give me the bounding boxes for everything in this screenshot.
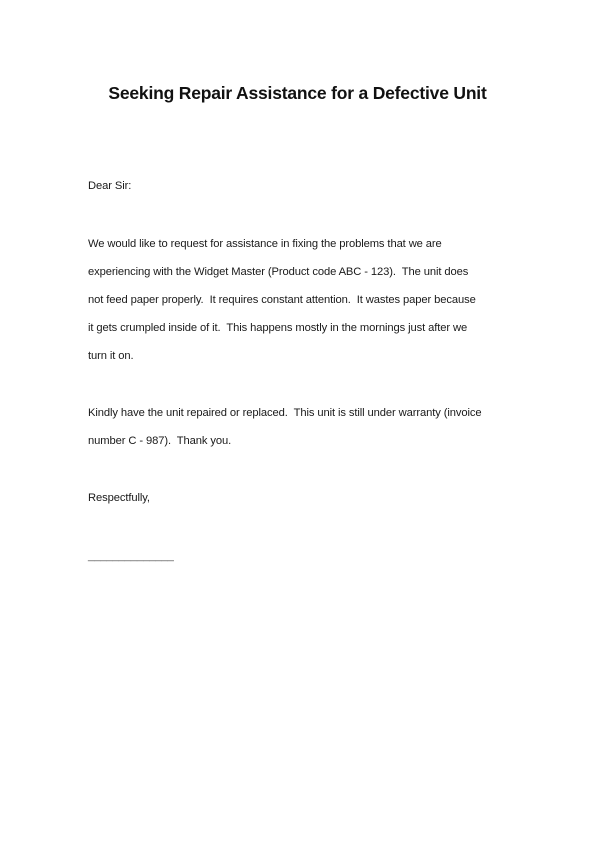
salutation: Dear Sir: bbox=[88, 180, 132, 192]
letter-title: Seeking Repair Assistance for a Defective Unit bbox=[108, 83, 487, 103]
paragraph1-line-2: experiencing with the Widget Master (Product code ABC - 123). The unit does bbox=[88, 266, 469, 278]
paragraph2-line-1: Kindly have the unit repaired or replaced. This unit is still under warranty (invoice bbox=[88, 407, 482, 419]
paragraph1-line-5: turn it on. bbox=[88, 350, 134, 362]
paragraph1-line-1: We would like to request for assistance in fixing the problems that we are bbox=[88, 238, 442, 250]
paragraph1-line-4: it gets crumpled inside of it. This happens mostly in the mornings just after we bbox=[88, 322, 468, 334]
paragraph2-line-2: number C - 987). Thank you. bbox=[88, 435, 232, 447]
closing: Respectfully, bbox=[88, 492, 150, 504]
paragraph1-line-3: not feed paper properly. It requires constant attention. It wastes paper because bbox=[88, 294, 476, 306]
signature-line: ______________ bbox=[88, 550, 174, 562]
